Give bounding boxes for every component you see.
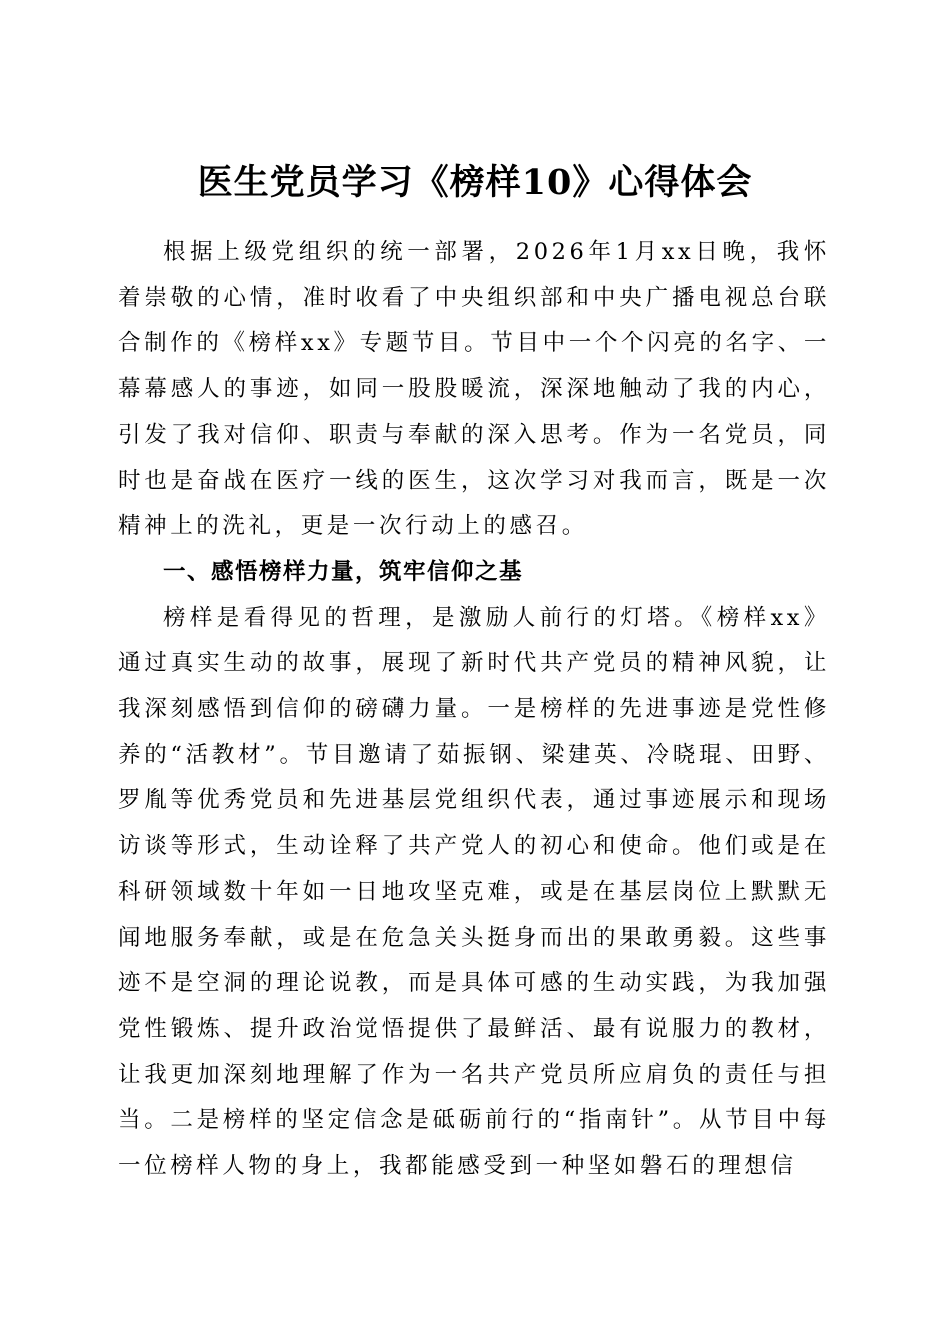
intro-paragraph: 根据上级党组织的统一部署，2026年1月xx日晚，我怀着崇敬的心情，准时收看了中央组织部和中央广播电视总台联合制作的《榜样xx》专题节目。节目中一个个闪亮的名字、一幕幕感人的事迹，如同一股股暖流，深深地触动了我的内心，引发了我对信仰、职责与奉献的深入思考。作为一名党员，同时也是奋战在医疗一线的医生，这次学习对我而言，既是一次精神上的洗礼，更是一次行动上的感召。 xyxy=(118,239,830,540)
document-title: 医生党员学习《榜样10》心得体会 xyxy=(197,162,753,204)
section-heading: 一、感悟榜样力量，筑牢信仰之基 xyxy=(163,558,524,585)
document-body xyxy=(118,230,830,1190)
section-paragraph: 榜样是看得见的哲理，是激励人前行的灯塔。《榜样xx》通过真实生动的故事，展现了新时代共产党员的精神风貌，让我深刻感悟到信仰的磅礴力量。一是榜样的先进事迹是党性修养的“活教材”。节目邀请了茹振钢、梁建英、冷晓琨、田野、罗胤等优秀党员和先进基层党组织代表，通过事迹展示和现场访谈等形式，生动诠释了共产党人的初心和使命。他们或是在科研领域数十年如一日地攻坚克难，或是在基层岗位上默默无闻地服务奉献，或是在危急关头挺身而出的果敢勇毅。这些事迹不是空洞的理论说教，而是具体可感的生动实践，为我加强党性锻炼、提升政治觉悟提供了最鲜活、最有说服力的教材，让我更加深刻地理解了作为一名共产党员所应肩负的责任与担当。二是榜样的坚定信念是砥砺前行的“指南针”。从节目中每一位榜样人物的身上，我都能感受到一种坚如磐石的理想信 xyxy=(118,604,830,1180)
